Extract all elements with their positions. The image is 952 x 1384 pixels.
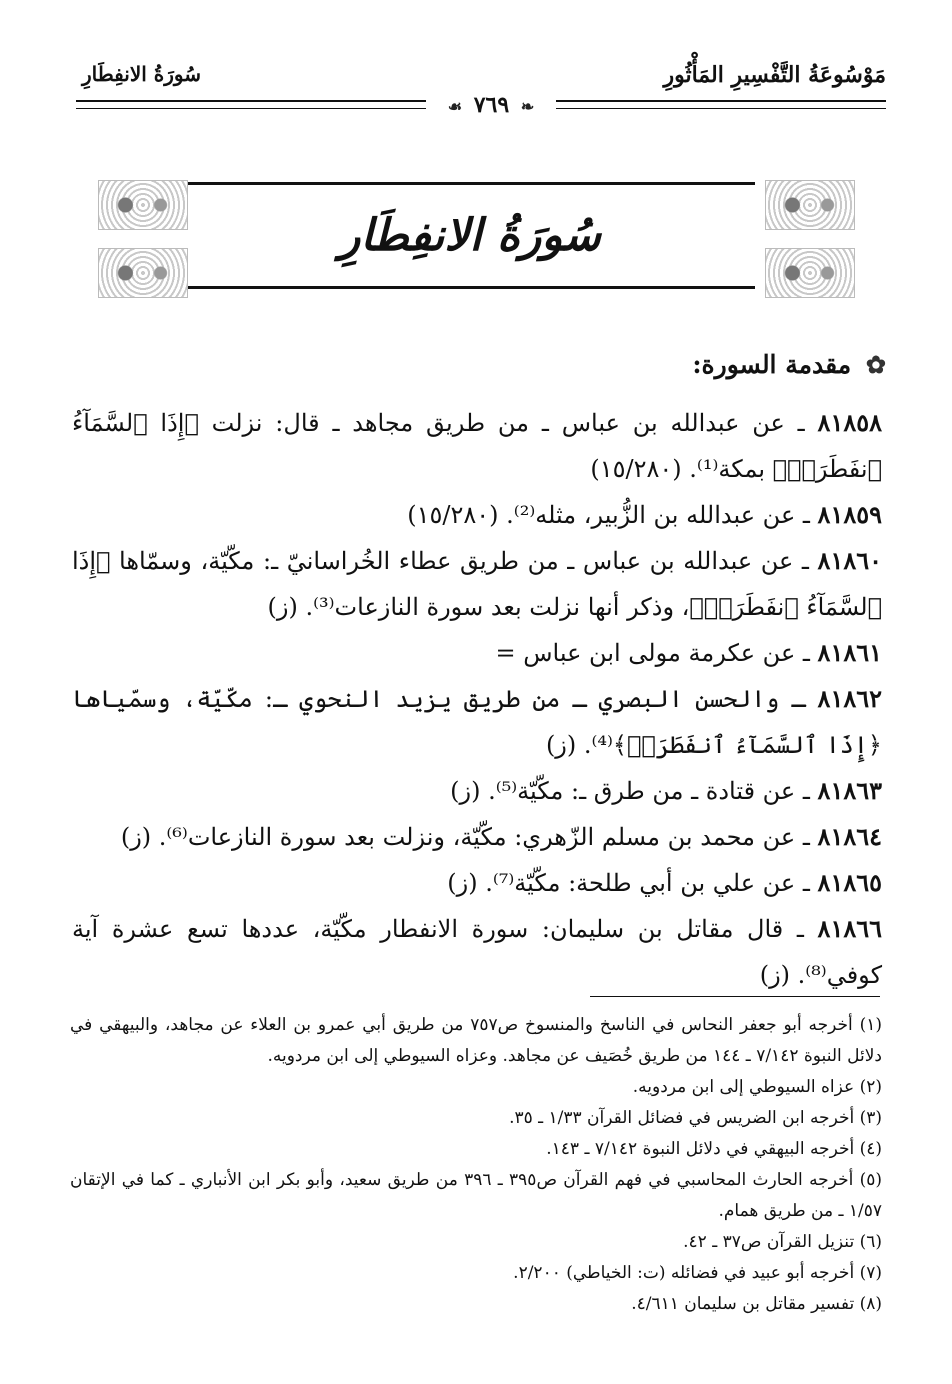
footnote: (٦) تنزيل القرآن ص٣٧ ـ ٤٢. xyxy=(683,1232,882,1252)
narration-entry xyxy=(72,492,882,538)
ornament-corner-icon xyxy=(765,180,855,230)
banner-top-rule xyxy=(185,182,755,185)
narration-number: ٨١٨٦٣ xyxy=(817,776,882,805)
footnote: (٨) تفسير مقاتل بن سليمان ٤/٦١١. xyxy=(631,1294,882,1314)
narration-entry xyxy=(72,630,882,676)
ornament-corner-icon xyxy=(765,248,855,298)
narration-text: ـ عن عبدالله بن عباس ـ من طريق مجاهد ـ قال: نزلت ﴿إِذَا ٱلسَّمَآءُ ٱنفَطَرَتۡ﴾ بمكة⁽¹⁾. (١٥/٢٨٠) xyxy=(72,409,882,483)
narration-number: ٨١٨٦٥ xyxy=(817,868,882,897)
ornament-corner-icon xyxy=(98,180,188,230)
narration-text: ـ عن قتادة ـ من طرق ـ: مكّيّة⁽⁵⁾. (ز) xyxy=(450,777,818,805)
footnote-separator xyxy=(590,996,880,997)
narration-number: ٨١٨٦٠ xyxy=(817,546,882,575)
page-number: ٧٦٩ xyxy=(473,92,510,118)
narration-text: ـ عن عكرمة مولى ابن عباس = xyxy=(495,639,818,667)
narration-text: ـ عن محمد بن مسلم الزّهري: مكّيّة، ونزلت بعد سورة النازعات⁽⁶⁾. (ز) xyxy=(120,823,818,851)
narration-number: ٨١٨٥٨ xyxy=(817,408,882,437)
narrations-list xyxy=(72,400,882,998)
flower-icon: ✿ xyxy=(865,350,886,379)
narration-number: ٨١٨٦٦ xyxy=(817,914,882,943)
footnote: (٥) أخرجه الحارث المحاسبي في فهم القرآن ص٣٩٥ ـ ٣٩٦ من طريق سعيد، وأبو بكر ابن الأنباري ـ كما في الإتقان ١/٥٧ ـ من طريق همام. xyxy=(70,1170,882,1221)
footnote: (١) أخرجه أبو جعفر النحاس في الناسخ والمنسوخ ص٧٥٧ من طريق أبي عمرو بن العلاء عن مجاهد، والبيهقي في دلائل النبوة ٧/١٤٢ ـ ١٤٤ من طريق خُصَيف عن مجاهد. وعزاه السيوطي إلى ابن مردويه. xyxy=(70,1015,883,1066)
section-heading xyxy=(692,350,886,379)
narration-number: ٨١٨٥٩ xyxy=(817,500,882,529)
narration-entry xyxy=(72,860,882,906)
narration-number: ٨١٨٦١ xyxy=(817,638,882,667)
footnote: (٧) أخرجه أبو عبيد في فضائله (ت: الخياطي) ٢/٢٠٠. xyxy=(513,1263,882,1283)
narration-entry xyxy=(72,768,882,814)
narration-entry xyxy=(72,676,882,768)
ornament-corner-icon xyxy=(98,248,188,298)
running-header-surah-name: سُورَةُ الانفِطَارِ xyxy=(82,62,201,86)
page-number-box xyxy=(426,90,556,120)
narration-entry xyxy=(72,400,882,492)
flourish-icon: ☙ xyxy=(447,97,463,116)
narration-number: ٨١٨٦٤ xyxy=(817,822,882,851)
narration-number: ٨١٨٦٢ xyxy=(817,684,882,713)
narration-entry xyxy=(72,814,882,860)
narration-text: ـ عن علي بن أبي طلحة: مكّيّة⁽⁷⁾. (ز) xyxy=(447,869,818,897)
surah-title: سُورَةُ الانفِطَارِ xyxy=(339,210,601,261)
section-heading-text: مقدمة السورة: xyxy=(692,350,852,379)
narration-entry xyxy=(72,538,882,630)
narration-text: ـ والحسن البصري ـ من طريق يزيد النحوي ـ: مكّيّة، وسمّياها ﴿إِذَا ٱلسَّمَآءُ ٱنفَطَرَتۡ﴾⁽⁴⁾. (ز) xyxy=(72,685,882,759)
running-header-book-title: مَوْسُوعَةُ التَّفْسِيرِ المَأْثُورِ xyxy=(663,62,886,88)
footnote: (٢) عزاه السيوطي إلى ابن مردويه. xyxy=(632,1077,882,1097)
narration-entry xyxy=(72,906,882,998)
flourish-icon: ❧ xyxy=(520,97,535,116)
footnotes xyxy=(70,1010,882,1320)
footnote: (٤) أخرجه البيهقي في دلائل النبوة ٧/١٤٢ ـ ١٤٣. xyxy=(546,1139,882,1159)
footnote: (٣) أخرجه ابن الضريس في فضائل القرآن ١/٣٣ ـ ٣٥. xyxy=(509,1108,882,1128)
banner-bottom-rule xyxy=(185,286,755,289)
narration-text: ـ قال مقاتل بن سليمان: سورة الانفطار مكّيّة، عددها تسع عشرة آية كوفي⁽⁸⁾. (ز) xyxy=(72,915,882,989)
narration-text: ـ عن عبدالله بن عباس ـ من طريق عطاء الخُراسانيّ ـ: مكّيّة، وسمّاها ﴿إِذَا ٱلسَّمَآءُ ٱنفَطَرَتۡ﴾، وذكر أنها نزلت بعد سورة النازعات⁽³⁾. (ز) xyxy=(72,547,882,621)
narration-text: ـ عن عبدالله بن الزُّبير، مثله⁽²⁾. (١٥/٢٨٠) xyxy=(407,501,818,529)
